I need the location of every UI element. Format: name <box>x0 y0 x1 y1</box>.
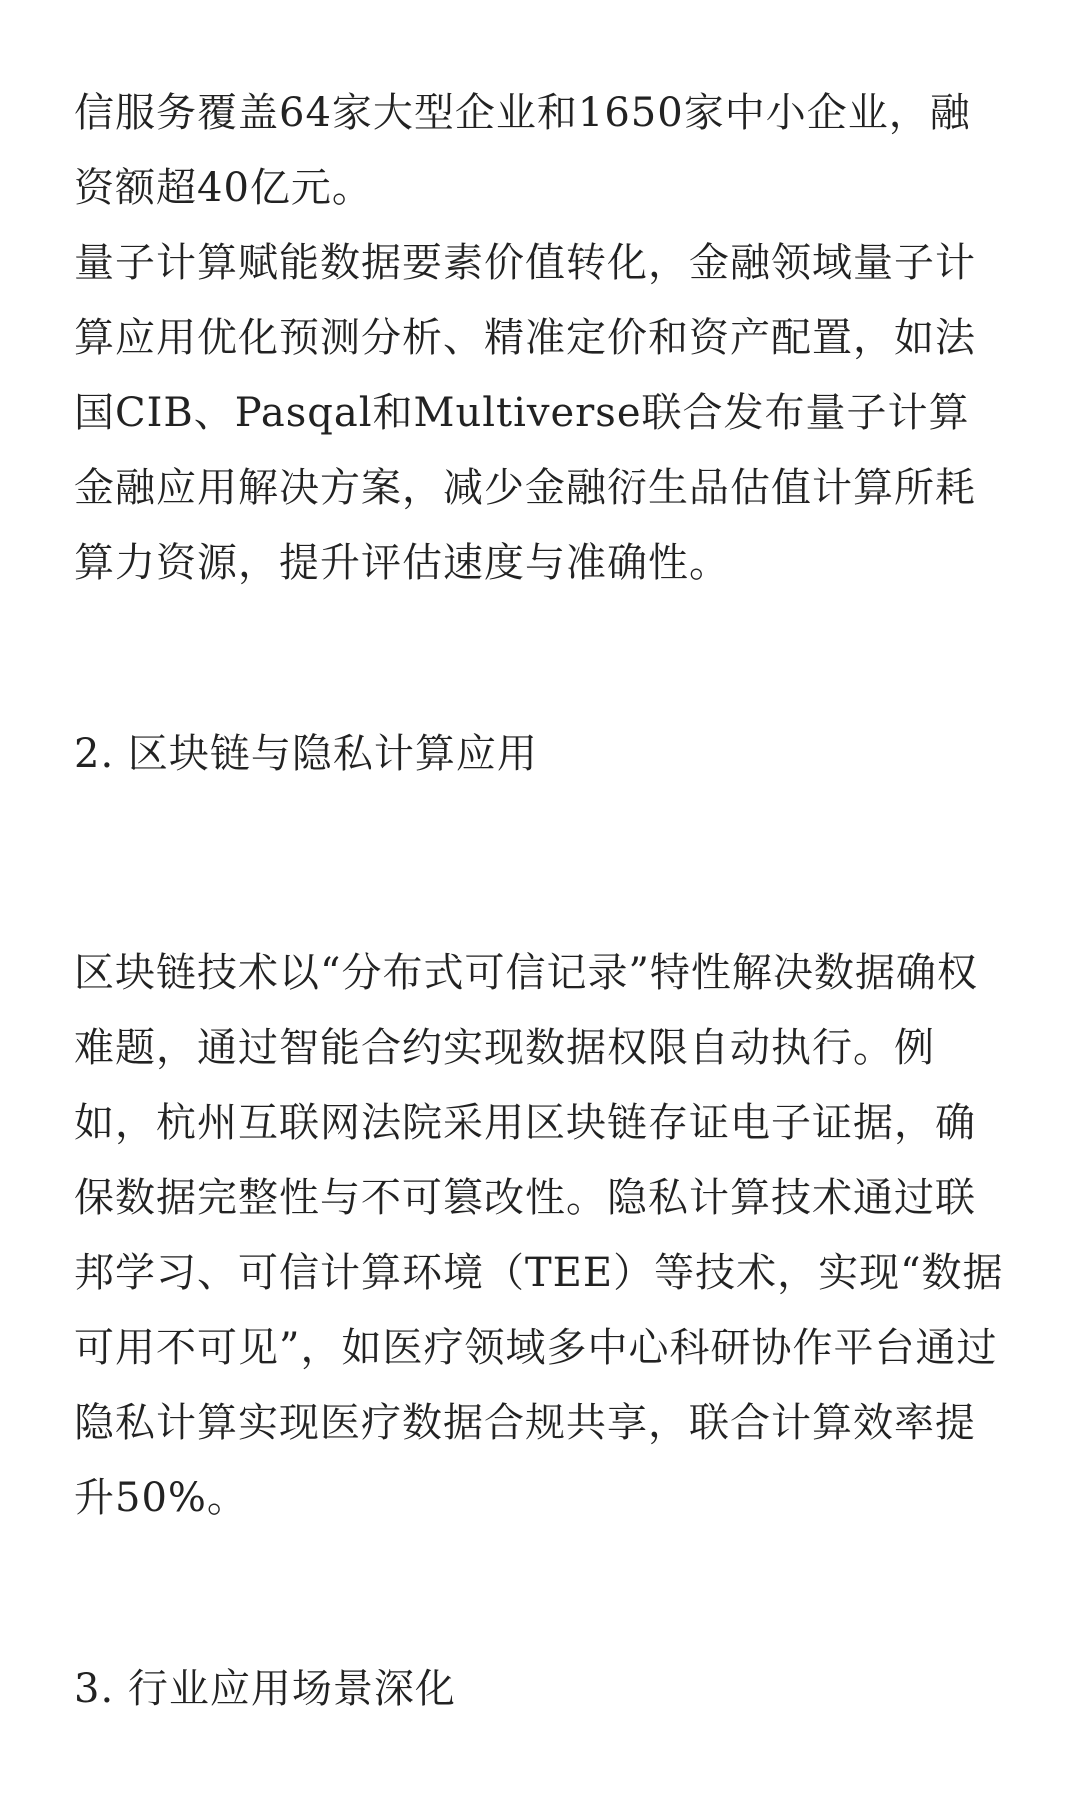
section-heading-blockchain: 2. 区块链与隐私计算应用 <box>74 731 538 777</box>
paragraph-financing: 信服务覆盖64家大型企业和1650家中小企业，融资额超40亿元。 <box>74 90 971 211</box>
paragraph-quantum-computing: 量子计算赋能数据要素价值转化，金融领域量子计算应用优化预测分析、精准定价和资产配置，如法国CIB、Pasqal和Multiverse联合发布量子计算金融应用解决方案，减少金融衍生品估值计算所耗算力资源，提升评估速度与准确性。 <box>74 240 976 586</box>
paragraph-blockchain-privacy: 区块链技术以“分布式可信记录”特性解决数据确权难题，通过智能合约实现数据权限自动执行。例如，杭州互联网法院采用区块链存证电子证据，确保数据完整性与不可篡改性。隐私计算技术通过联邦学习、可信计算环境（TEE）等技术，实现“数据可用不可见”，如医疗领域多中心科研协作平台通过隐私计算实现医疗数据合规共享，联合计算效率提升50%。 <box>74 950 1004 1521</box>
section-heading-industry: 3. 行业应用场景深化 <box>74 1666 456 1712</box>
article-body <box>74 76 1010 1727</box>
